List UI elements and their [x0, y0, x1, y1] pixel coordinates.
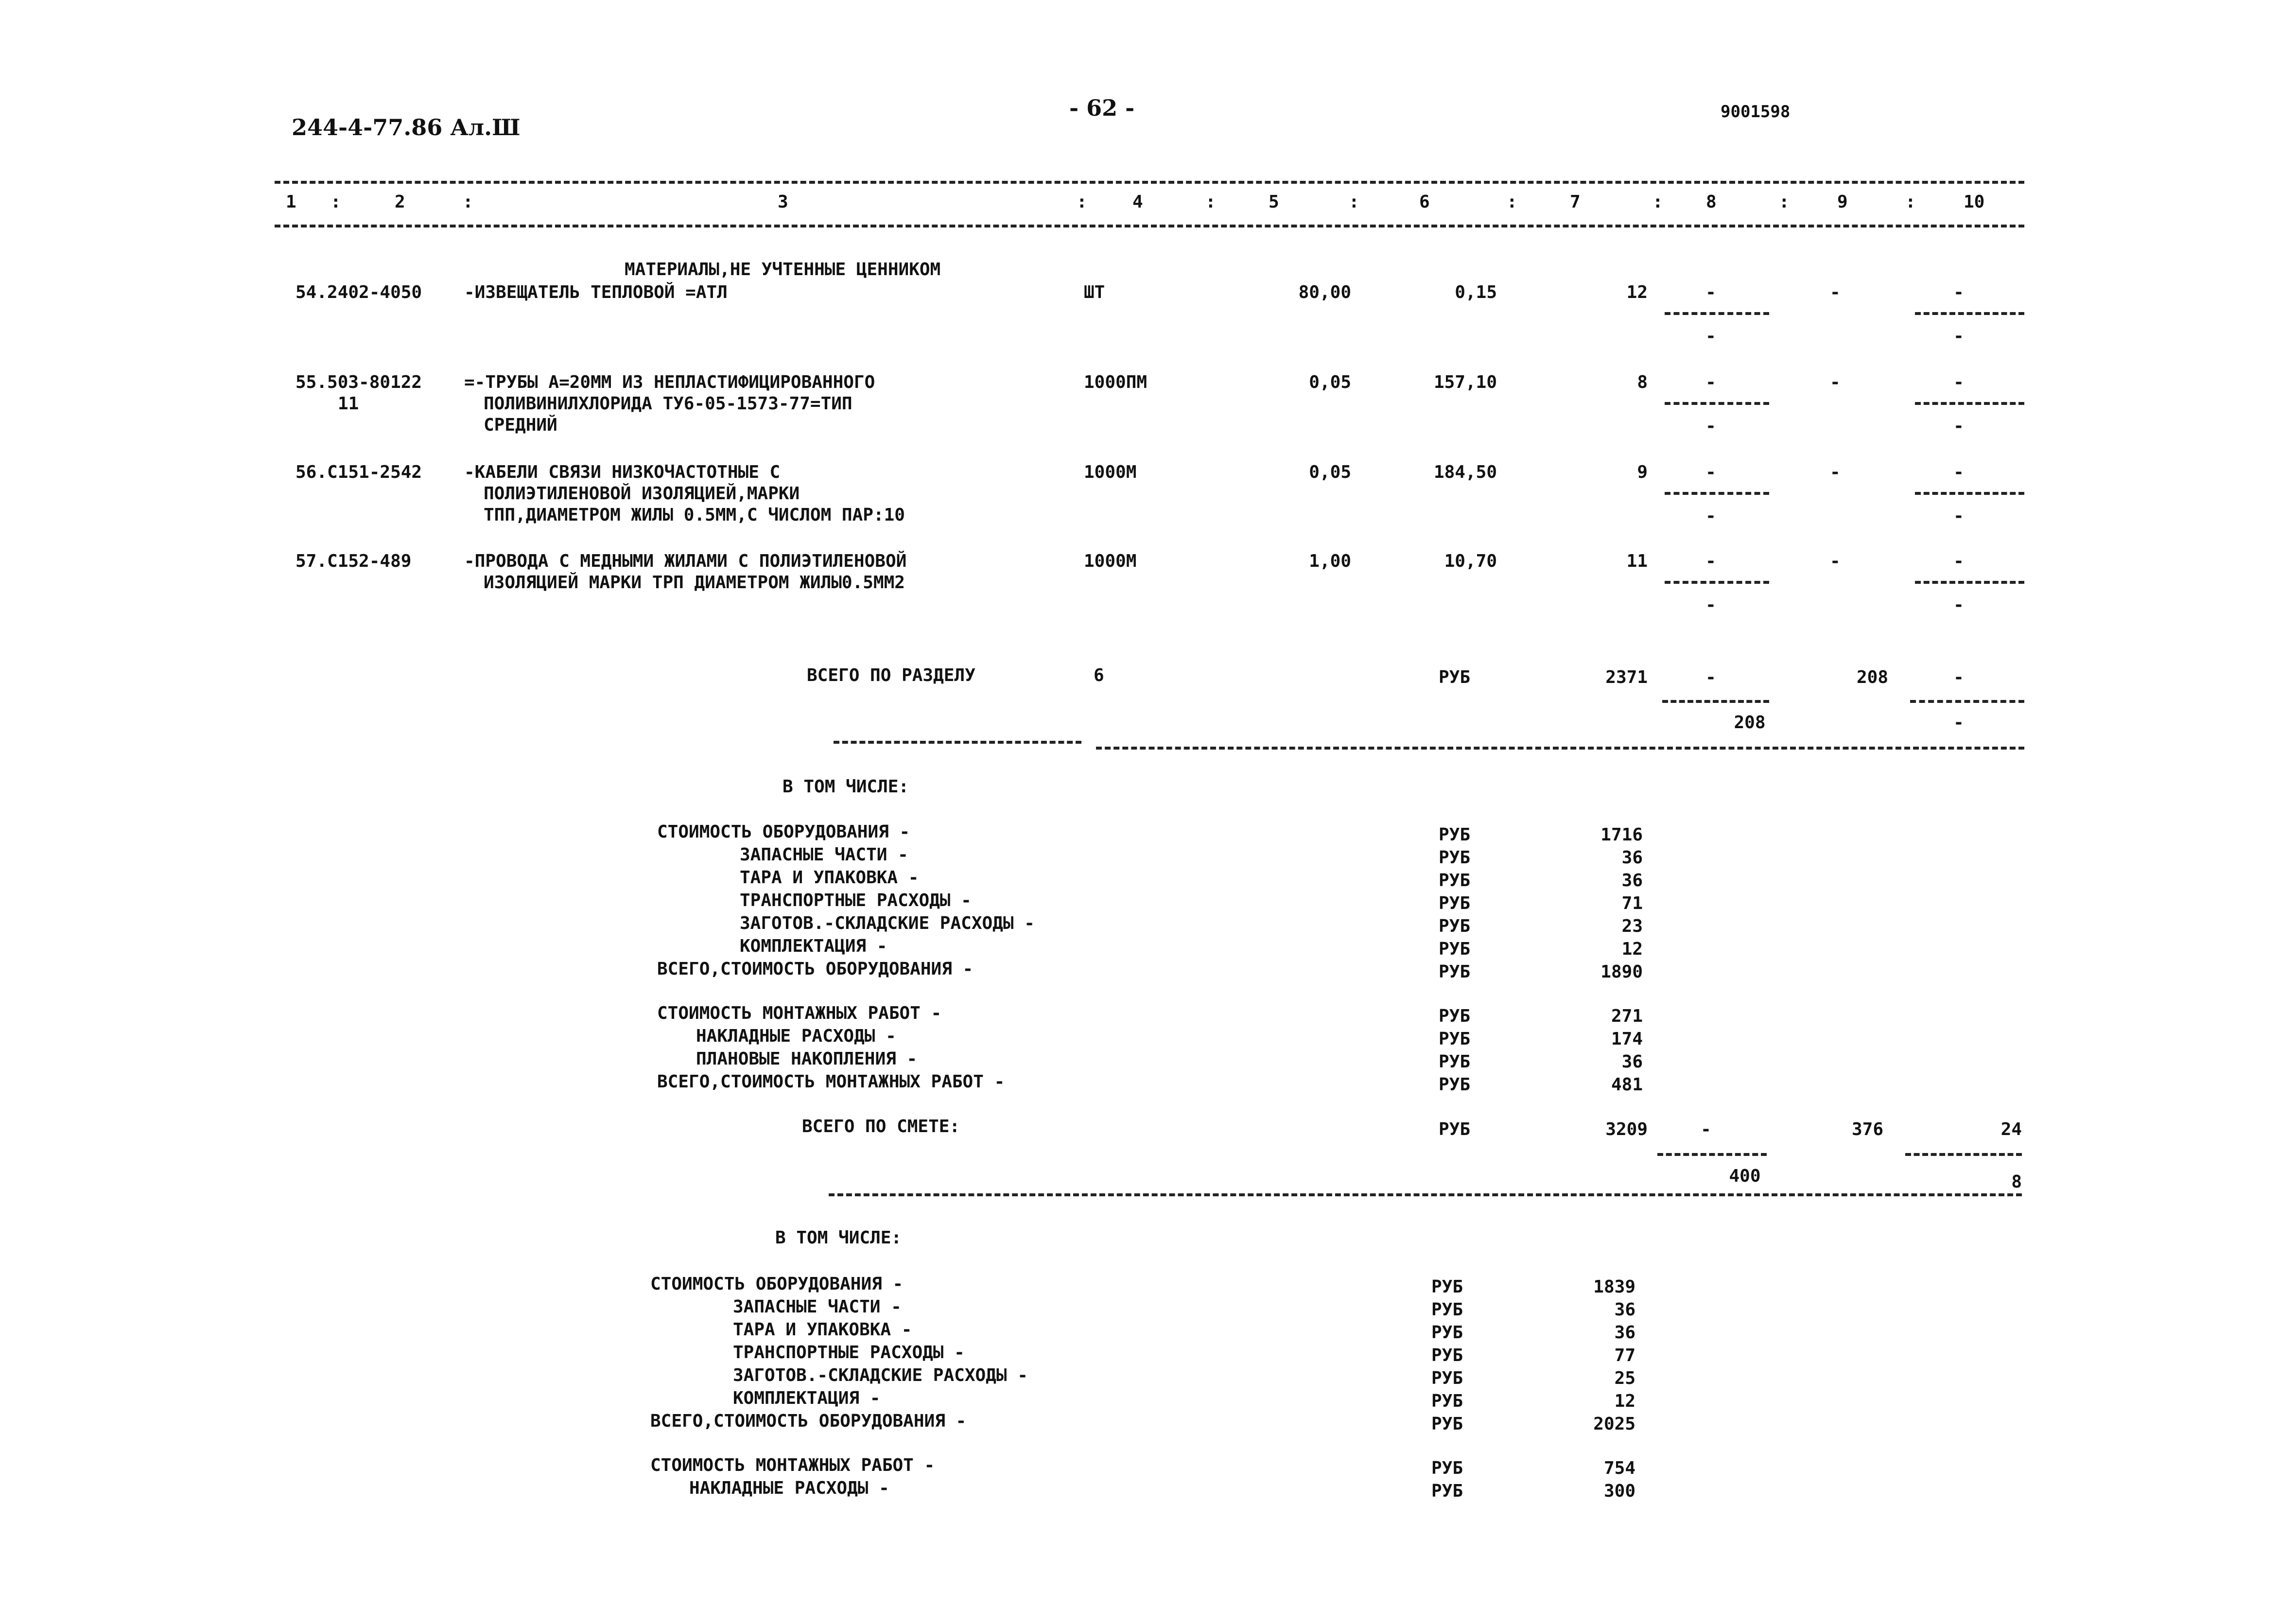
breakdown-label: ЗАПАСНЫЕ ЧАСТИ -	[733, 1297, 902, 1317]
column-separator: :	[1652, 192, 1663, 212]
breakdown-value: 25	[1614, 1368, 1635, 1388]
item-total: 12	[1626, 282, 1648, 302]
estimate-total-value: 3209	[1605, 1119, 1648, 1139]
section-heading: МАТЕРИАЛЫ,НЕ УЧТЕННЫЕ ЦЕННИКОМ	[625, 260, 941, 280]
breakdown-label: СТОИМОСТЬ ОБОРУДОВАНИЯ -	[657, 822, 910, 842]
breakdown-label: ТАРА И УПАКОВКА -	[740, 868, 919, 888]
breakdown-label: СТОИМОСТЬ МОНТАЖНЫХ РАБОТ -	[650, 1455, 935, 1475]
item-name-line: =-ТРУБЫ А=20ММ ИЗ НЕПЛАСТИФИЦИРОВАННОГО	[464, 372, 875, 392]
item-col10-top: -	[1953, 551, 1964, 571]
breakdown-value: 12	[1621, 939, 1643, 959]
item-col10-top: -	[1953, 462, 1964, 482]
item-col8-top: -	[1705, 282, 1716, 302]
breakdown-value: 36	[1614, 1300, 1635, 1320]
breakdown-value: 36	[1614, 1323, 1635, 1343]
column-header-8: 8	[1706, 192, 1717, 212]
item-col8-rule	[1665, 581, 1769, 584]
breakdown-value: 12	[1614, 1391, 1635, 1411]
breakdown-label: ВСЕГО,СТОИМОСТЬ ОБОРУДОВАНИЯ -	[657, 959, 974, 979]
breakdown-label: СТОИМОСТЬ МОНТАЖНЫХ РАБОТ -	[657, 1003, 942, 1023]
section-total-col8-rule	[1662, 700, 1769, 703]
estimate-total-col10-rule	[1905, 1153, 2022, 1156]
item-price: 0,15	[1455, 282, 1497, 302]
item-name-line: -ПРОВОДА С МЕДНЫМИ ЖИЛАМИ С ПОЛИЭТИЛЕНОВОЙ	[464, 551, 907, 571]
breakdown-unit: РУБ	[1431, 1391, 1463, 1411]
breakdown-value: 300	[1603, 1481, 1635, 1501]
section-total-col10-rule	[1910, 700, 2024, 703]
breakdown-unit: РУБ	[1431, 1346, 1463, 1365]
breakdown-unit: РУБ	[1439, 1052, 1471, 1072]
column-header-7: 7	[1570, 192, 1581, 212]
item-col9: -	[1830, 372, 1841, 392]
item-total: 8	[1637, 372, 1648, 392]
section-total-rule-left	[834, 741, 1081, 744]
breakdown-label: НАКЛАДНЫЕ РАСХОДЫ -	[689, 1478, 889, 1498]
breakdown-label: ТРАНСПОРТНЫЕ РАСХОДЫ -	[733, 1343, 965, 1363]
column-header-6: 6	[1419, 192, 1430, 212]
item-col8-bottom: -	[1705, 595, 1716, 615]
column-separator: :	[330, 192, 341, 212]
column-header-3: 3	[778, 192, 788, 212]
item-col8-top: -	[1705, 551, 1716, 571]
item-quantity: 0,05	[1309, 372, 1351, 392]
breakdown-label: ТРАНСПОРТНЫЕ РАСХОДЫ -	[740, 891, 972, 910]
item-col10-rule	[1915, 492, 2024, 495]
breakdown-unit: РУБ	[1431, 1300, 1463, 1320]
item-code: 54.2402-4050	[296, 282, 422, 302]
breakdown-unit: РУБ	[1439, 916, 1471, 936]
breakdown-value: 77	[1614, 1346, 1635, 1365]
section-total-label: ВСЕГО ПО РАЗДЕЛУ	[807, 665, 975, 685]
item-code-continuation: 11	[338, 394, 359, 414]
item-col10-bottom: -	[1953, 416, 1964, 436]
header-rule-top	[275, 181, 2024, 184]
section-total-col8-bottom: 208	[1734, 713, 1766, 733]
estimate-total-col9: 376	[1852, 1119, 1884, 1139]
breakdown-label: КОМПЛЕКТАЦИЯ -	[733, 1388, 881, 1408]
breakdown-unit: РУБ	[1439, 962, 1471, 982]
estimate-total-col10-bottom: 8	[2011, 1172, 2022, 1192]
item-name-line: СРЕДНИЙ	[484, 415, 557, 435]
breakdown-value: 1890	[1600, 962, 1643, 982]
column-header-5: 5	[1269, 192, 1279, 212]
item-name-line: -КАБЕЛИ СВЯЗИ НИЗКОЧАСТОТНЫЕ С	[464, 462, 781, 482]
breakdown-unit: РУБ	[1431, 1323, 1463, 1343]
column-header-9: 9	[1837, 192, 1848, 212]
breakdown-label: НАКЛАДНЫЕ РАСХОДЫ -	[696, 1026, 896, 1046]
column-separator: :	[1905, 192, 1916, 212]
item-price: 10,70	[1444, 551, 1497, 571]
breakdown-label: ВСЕГО,СТОИМОСТЬ МОНТАЖНЫХ РАБОТ -	[657, 1072, 1005, 1092]
breakdown-value: 71	[1621, 893, 1643, 913]
item-total: 9	[1637, 462, 1648, 482]
section-total-col10-bottom: -	[1953, 713, 1964, 733]
item-price: 184,50	[1433, 462, 1497, 482]
estimate-total-col10-top: 24	[2000, 1119, 2022, 1139]
item-unit: 1000М	[1084, 551, 1137, 571]
item-name-line: ТПП,ДИАМЕТРОМ ЖИЛЫ 0.5ММ,С ЧИСЛОМ ПАР:10	[484, 505, 905, 525]
item-col10-top: -	[1953, 372, 1964, 392]
document-id: 9001598	[1721, 102, 1791, 122]
breakdown-unit: РУБ	[1439, 1075, 1471, 1095]
breakdown-value: 174	[1611, 1029, 1643, 1049]
estimate-total-col8-bottom: 400	[1729, 1166, 1761, 1186]
column-header-10: 10	[1964, 192, 1985, 212]
item-col8-rule	[1665, 312, 1769, 315]
item-col8-bottom: -	[1705, 416, 1716, 436]
item-name-line: ПОЛИВИНИЛХЛОРИДА ТУ6-05-1573-77=ТИП	[484, 394, 852, 414]
item-quantity: 0,05	[1309, 462, 1351, 482]
item-col9: -	[1830, 551, 1841, 571]
column-header-2: 2	[395, 192, 405, 212]
item-quantity: 80,00	[1298, 282, 1351, 302]
breakdown-unit: РУБ	[1431, 1458, 1463, 1478]
item-col8-top: -	[1705, 372, 1716, 392]
estimate-total-col8-rule	[1657, 1153, 1767, 1156]
breakdown-value: 36	[1621, 871, 1643, 891]
section-total-value: 2371	[1605, 667, 1648, 687]
breakdown-unit: РУБ	[1439, 825, 1471, 845]
item-col10-rule	[1915, 402, 2024, 405]
breakdown-unit: РУБ	[1439, 939, 1471, 959]
section-total-col10-top: -	[1953, 667, 1964, 687]
breakdown-value: 754	[1603, 1458, 1635, 1478]
column-header-1: 1	[286, 192, 296, 212]
section-total-count: 6	[1094, 665, 1104, 685]
item-col8-bottom: -	[1705, 506, 1716, 526]
breakdown-unit: РУБ	[1431, 1414, 1463, 1434]
item-code: 55.503-80122	[296, 372, 422, 392]
item-col10-bottom: -	[1953, 595, 1964, 615]
breakdown-unit: РУБ	[1431, 1481, 1463, 1501]
breakdown-label: ЗАГОТОВ.-СКЛАДСКИЕ РАСХОДЫ -	[740, 913, 1035, 933]
section-total-unit: РУБ	[1439, 667, 1471, 687]
item-col8-bottom: -	[1705, 326, 1716, 346]
estimate-total-label: ВСЕГО ПО СМЕТЕ:	[802, 1117, 960, 1136]
breakdown-label: ЗАГОТОВ.-СКЛАДСКИЕ РАСХОДЫ -	[733, 1365, 1028, 1385]
section-total-col9: 208	[1857, 667, 1889, 687]
item-col10-bottom: -	[1953, 506, 1964, 526]
item-name-line: ИЗОЛЯЦИЕЙ МАРКИ ТРП ДИАМЕТРОМ ЖИЛЫ0.5ММ2	[484, 573, 905, 593]
item-quantity: 1,00	[1309, 551, 1351, 571]
column-separator: :	[1779, 192, 1790, 212]
item-name-line: -ИЗВЕЩАТЕЛЬ ТЕПЛОВОЙ =АТЛ	[464, 282, 728, 302]
page-number: - 62 -	[1069, 95, 1135, 121]
item-unit: ШТ	[1084, 282, 1105, 302]
column-separator: :	[1507, 192, 1517, 212]
item-col8-rule	[1665, 492, 1769, 495]
breakdown-unit: РУБ	[1439, 1029, 1471, 1049]
breakdown-value: 23	[1621, 916, 1643, 936]
breakdown-label: КОМПЛЕКТАЦИЯ -	[740, 936, 887, 956]
breakdown-unit: РУБ	[1439, 871, 1471, 891]
breakdown-value: 2025	[1593, 1414, 1635, 1434]
breakdown-unit: РУБ	[1439, 893, 1471, 913]
section-total-col8-top: -	[1705, 667, 1716, 687]
breakdown-label: ТАРА И УПАКОВКА -	[733, 1320, 912, 1340]
breakdown-unit: РУБ	[1439, 848, 1471, 868]
column-separator: :	[1205, 192, 1216, 212]
column-separator: :	[1349, 192, 1359, 212]
breakdown-1-heading: В ТОМ ЧИСЛЕ:	[783, 777, 909, 797]
item-total: 11	[1626, 551, 1648, 571]
item-col8-rule	[1665, 402, 1769, 405]
breakdown-value: 1716	[1600, 825, 1643, 845]
item-col10-rule	[1915, 312, 2024, 315]
item-unit: 1000М	[1084, 462, 1137, 482]
breakdown-label: ВСЕГО,СТОИМОСТЬ ОБОРУДОВАНИЯ -	[650, 1411, 967, 1431]
breakdown-value: 271	[1611, 1006, 1643, 1026]
item-col9: -	[1830, 462, 1841, 482]
breakdown-label: ПЛАНОВЫЕ НАКОПЛЕНИЯ -	[696, 1049, 918, 1069]
column-separator: :	[463, 192, 473, 212]
header-rule-bottom	[275, 225, 2024, 227]
column-header-4: 4	[1132, 192, 1143, 212]
item-col10-bottom: -	[1953, 326, 1964, 346]
breakdown-value: 36	[1621, 848, 1643, 868]
item-col9: -	[1830, 282, 1841, 302]
item-col10-rule	[1915, 581, 2024, 584]
breakdown-unit: РУБ	[1431, 1277, 1463, 1297]
breakdown-unit: РУБ	[1431, 1368, 1463, 1388]
breakdown-value: 481	[1611, 1075, 1643, 1095]
breakdown-value: 1839	[1593, 1277, 1635, 1297]
column-separator: :	[1077, 192, 1087, 212]
section-total-rule-right	[1096, 747, 2024, 750]
item-unit: 1000ПМ	[1084, 372, 1148, 392]
item-col10-top: -	[1953, 282, 1964, 302]
item-name-line: ПОЛИЭТИЛЕНОВОЙ ИЗОЛЯЦИЕЙ,МАРКИ	[484, 484, 800, 504]
breakdown-unit: РУБ	[1439, 1006, 1471, 1026]
breakdown-label: ЗАПАСНЫЕ ЧАСТИ -	[740, 845, 908, 865]
breakdown-label: СТОИМОСТЬ ОБОРУДОВАНИЯ -	[650, 1274, 904, 1294]
item-code: 56.С151-2542	[296, 462, 422, 482]
breakdown-value: 36	[1621, 1052, 1643, 1072]
breakdown-2-heading: В ТОМ ЧИСЛЕ:	[775, 1228, 902, 1248]
item-price: 157,10	[1433, 372, 1497, 392]
estimate-total-unit: РУБ	[1439, 1119, 1471, 1139]
item-code: 57.С152-489	[296, 551, 412, 571]
document-code: 244-4-77.86 Ал.Ш	[292, 114, 521, 140]
item-col8-top: -	[1705, 462, 1716, 482]
estimate-total-rule	[829, 1193, 2022, 1196]
estimate-total-col8-top: -	[1701, 1119, 1711, 1139]
